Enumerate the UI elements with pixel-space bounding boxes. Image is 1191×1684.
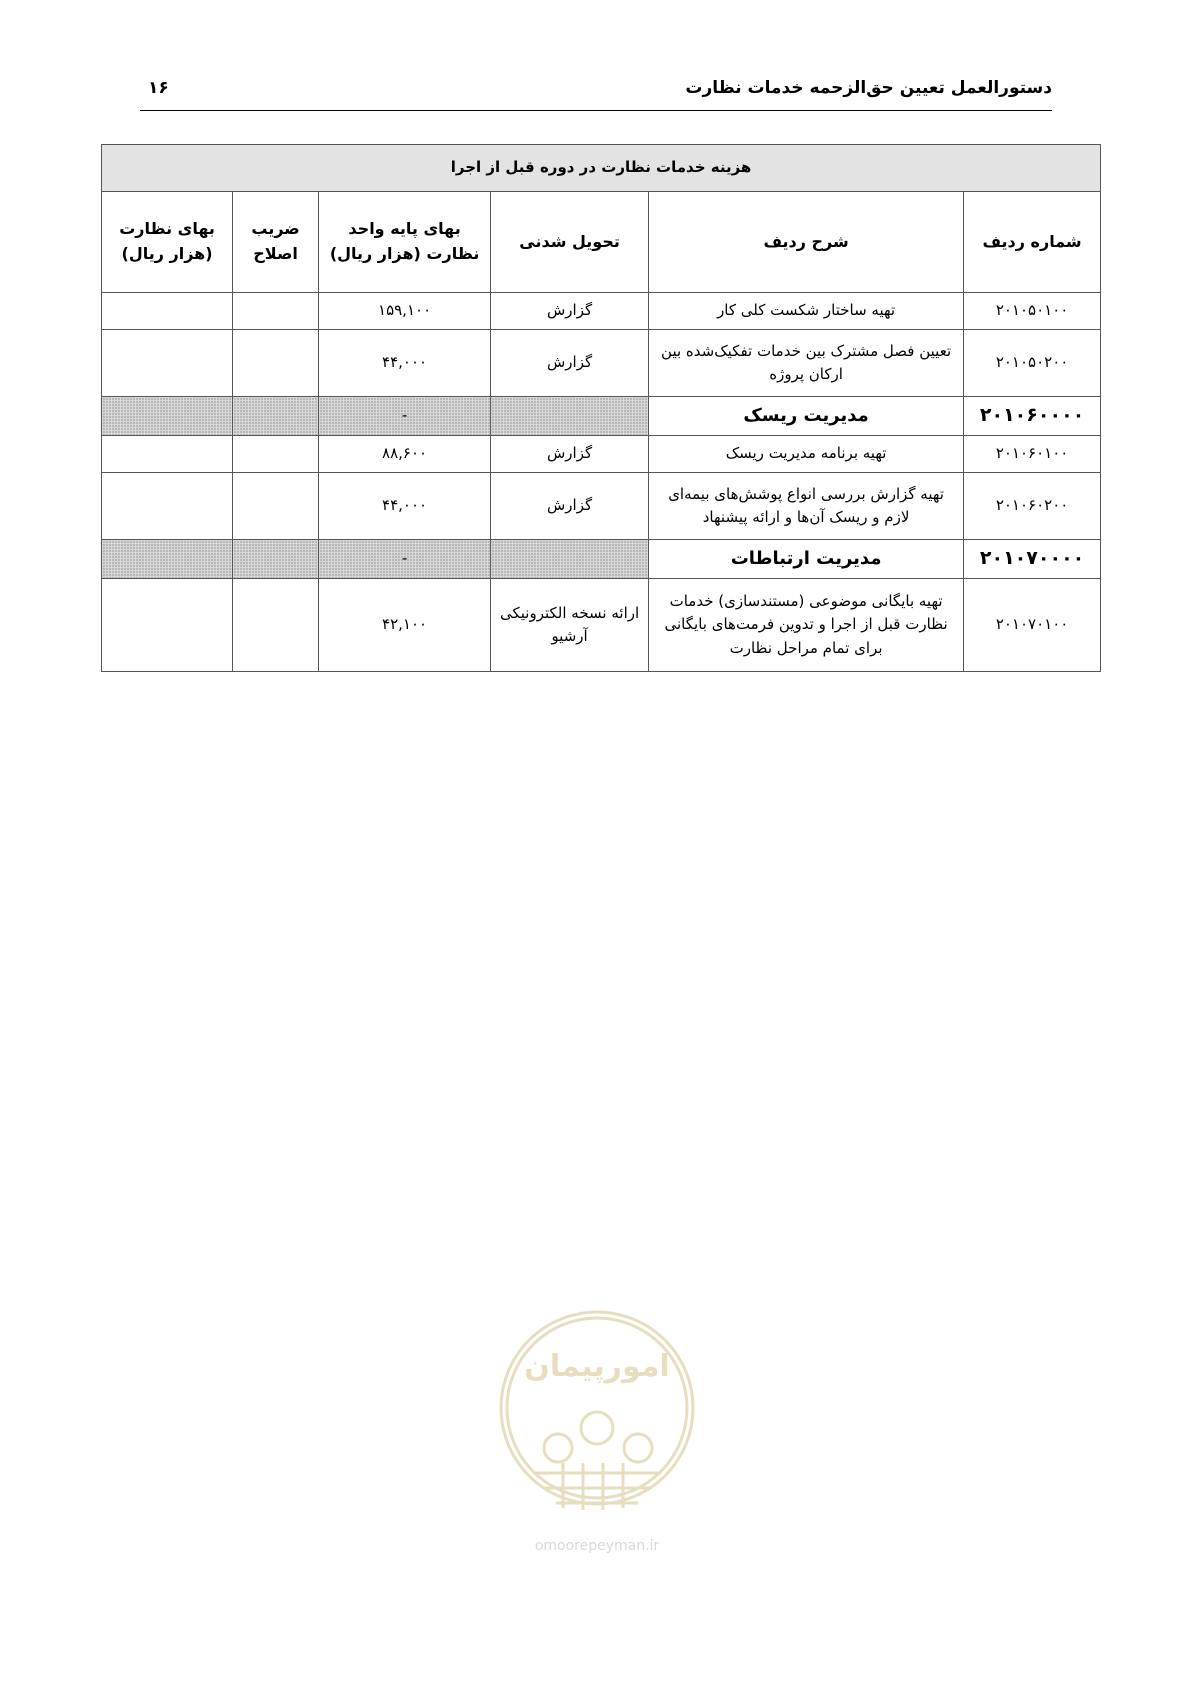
row-price [102,540,233,579]
row-code: ۲۰۱۰۶۰۱۰۰ [964,436,1101,473]
row-code: ۲۰۱۰۵۰۱۰۰ [964,293,1101,330]
table-caption: هزینه خدمات نظارت در دوره قبل از اجرا [102,145,1101,192]
watermark-site-text: omoorepeyman.ir [534,1538,660,1554]
row-coefficient [233,473,319,540]
section-title: مدیریت ارتباطات [649,540,964,579]
row-price [102,579,233,672]
row-deliverable: گزارش [491,436,649,473]
row-coefficient [233,397,319,436]
row-coefficient [233,293,319,330]
col-header-unit-price: بهای پایه واحد نظارت (هزار ریال) [319,192,491,293]
col-header-coefficient: ضریب اصلاح [233,192,319,293]
section-row-risk-management [102,397,1101,436]
row-price [102,397,233,436]
row-description: تهیه بایگانی موضوعی (مستندسازی) خدمات نظارت قبل از اجرا و تدوین فرمت‌های بایگانی برای تمام مراحل نظارت [649,579,964,672]
row-coefficient [233,330,319,397]
page-header [140,70,1052,111]
col-header-code: شماره ردیف [964,192,1101,293]
row-coefficient [233,579,319,672]
row-coefficient [233,540,319,579]
row-coefficient [233,436,319,473]
row-unit-price: ۱۵۹,۱۰۰ [319,293,491,330]
section-title: مدیریت ریسک [649,397,964,436]
row-unit-price: ۴۲,۱۰۰ [319,579,491,672]
section-row-communications-management [102,540,1101,579]
row-code: ۲۰۱۰۵۰۲۰۰ [964,330,1101,397]
supervision-cost-table [101,144,1101,672]
row-price [102,330,233,397]
document-title: دستورالعمل تعیین حق‌الزحمه خدمات نظارت [685,78,1052,98]
col-header-price: بهای نظارت (هزار ریال) [102,192,233,293]
row-description: تهیه ساختار شکست کلی کار [649,293,964,330]
row-deliverable: گزارش [491,473,649,540]
table-row [102,330,1101,397]
row-code: ۲۰۱۰۶۰۲۰۰ [964,473,1101,540]
table-row [102,293,1101,330]
col-header-description: شرح ردیف [649,192,964,293]
table-row [102,473,1101,540]
row-description: تهیه برنامه مدیریت ریسک [649,436,964,473]
section-code: ۲۰۱۰۶۰۰۰۰ [964,397,1101,436]
omoorepeyman-watermark-logo [488,1258,706,1558]
row-unit-price: - [319,540,491,579]
watermark-logo-text: امورپیمان [524,1349,670,1384]
row-unit-price: ۸۸,۶۰۰ [319,436,491,473]
table-row [102,579,1101,672]
col-header-deliverable: تحویل شدنی [491,192,649,293]
row-unit-price: ۴۴,۰۰۰ [319,330,491,397]
row-unit-price: - [319,397,491,436]
row-description: تهیه گزارش بررسی انواع پوشش‌های بیمه‌ای لازم و ریسک آن‌ها و ارائه پیشنهاد [649,473,964,540]
row-code: ۲۰۱۰۷۰۱۰۰ [964,579,1101,672]
row-deliverable [491,540,649,579]
row-price [102,293,233,330]
row-price [102,473,233,540]
row-unit-price: ۴۴,۰۰۰ [319,473,491,540]
row-description: تعیین فصل مشترک بین خدمات تفکیک‌شده بین ارکان پروژه [649,330,964,397]
section-code: ۲۰۱۰۷۰۰۰۰ [964,540,1101,579]
row-deliverable [491,397,649,436]
row-price [102,436,233,473]
row-deliverable: ارائه نسخه الکترونیکی آرشیو [491,579,649,672]
page-number: ۱۶ [148,78,169,98]
row-deliverable: گزارش [491,330,649,397]
row-deliverable: گزارش [491,293,649,330]
table-row [102,436,1101,473]
